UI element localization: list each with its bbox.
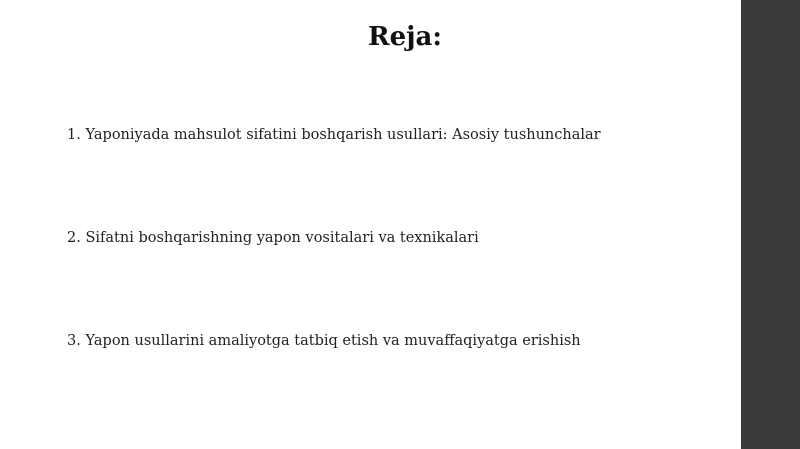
side-bar [741, 0, 800, 449]
plan-item-1: 1. Yaponiyada mahsulot sifatini boshqarish usullari: Asosiy tushunchalar [67, 127, 601, 143]
slide-title: Reja: [367, 22, 442, 52]
plan-item-2: 2. Sifatni boshqarishning yapon vositalari va texnikalari [67, 230, 479, 246]
plan-item-3: 3. Yapon usullarini amaliyotga tatbiq etish va muvaffaqiyatga erishish [67, 333, 581, 349]
